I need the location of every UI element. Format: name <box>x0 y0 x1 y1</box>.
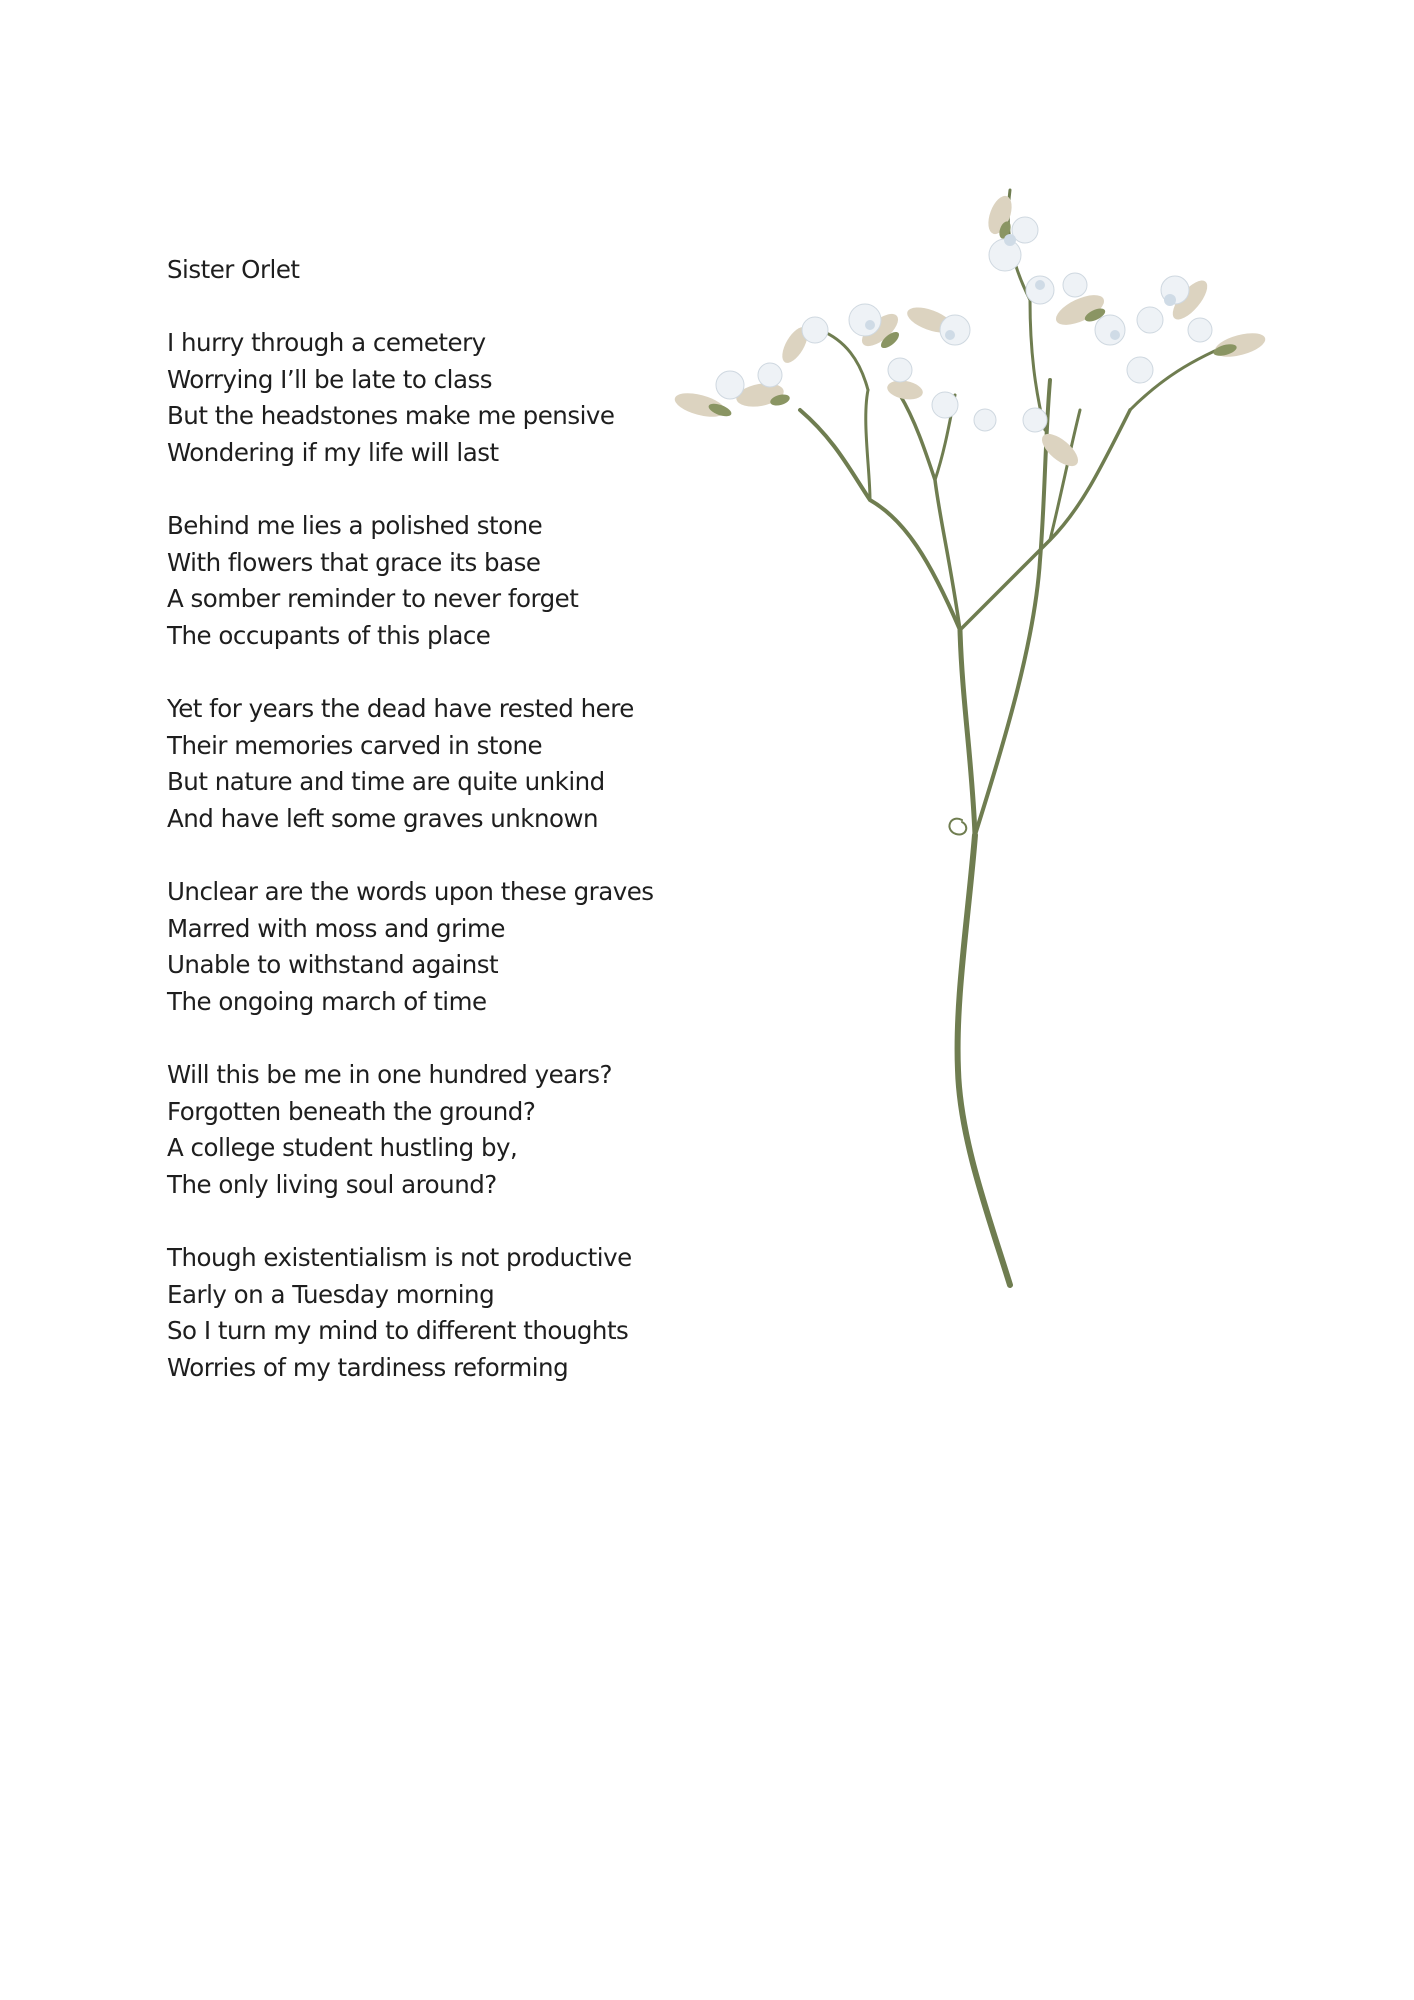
poem-line: Their memories carved in stone <box>167 730 543 760</box>
stanza <box>167 508 627 654</box>
poem-title: Sister Orlet <box>167 255 300 284</box>
stanza <box>167 691 634 837</box>
poem <box>167 252 654 1423</box>
poem-line: Though existentialism is not productive <box>167 1243 632 1273</box>
poem-line: Unable to withstand against <box>167 950 499 980</box>
dried-flower-icon <box>660 160 1290 1310</box>
poem-line: The only living soul around? <box>167 1169 497 1199</box>
poem-line: Early on a Tuesday morning <box>167 1279 495 1309</box>
poem-line: Worrying I’ll be late to class <box>167 364 492 394</box>
stanza <box>167 325 627 471</box>
poem-line: A college student hustling by, <box>167 1133 518 1163</box>
stanza <box>167 1057 627 1203</box>
poem-line: Yet for years the dead have rested here <box>167 694 634 724</box>
poem-line: The ongoing march of time <box>167 986 487 1016</box>
poem-line: But the headstones make me pensive <box>167 401 615 431</box>
stanza <box>167 1240 632 1386</box>
poem-line: Behind me lies a polished stone <box>167 511 543 541</box>
poem-line: Forgotten beneath the ground? <box>167 1096 536 1126</box>
poem-line: I hurry through a cemetery <box>167 328 486 358</box>
poem-line: But nature and time are quite unkind <box>167 767 605 797</box>
poem-line: A somber reminder to never forget <box>167 584 579 614</box>
poem-line: Unclear are the words upon these graves <box>167 877 654 907</box>
poem-line: The occupants of this place <box>167 620 491 650</box>
poem-line: Will this be me in one hundred years? <box>167 1060 613 1090</box>
poem-line: And have left some graves unknown <box>167 803 599 833</box>
poem-line: So I turn my mind to different thoughts <box>167 1316 629 1346</box>
poem-line: Marred with moss and grime <box>167 913 505 943</box>
poem-line: Wondering if my life will last <box>167 437 499 467</box>
stanza <box>167 874 654 1020</box>
poem-line: With flowers that grace its base <box>167 547 541 577</box>
poem-line: Worries of my tardiness reforming <box>167 1352 569 1382</box>
